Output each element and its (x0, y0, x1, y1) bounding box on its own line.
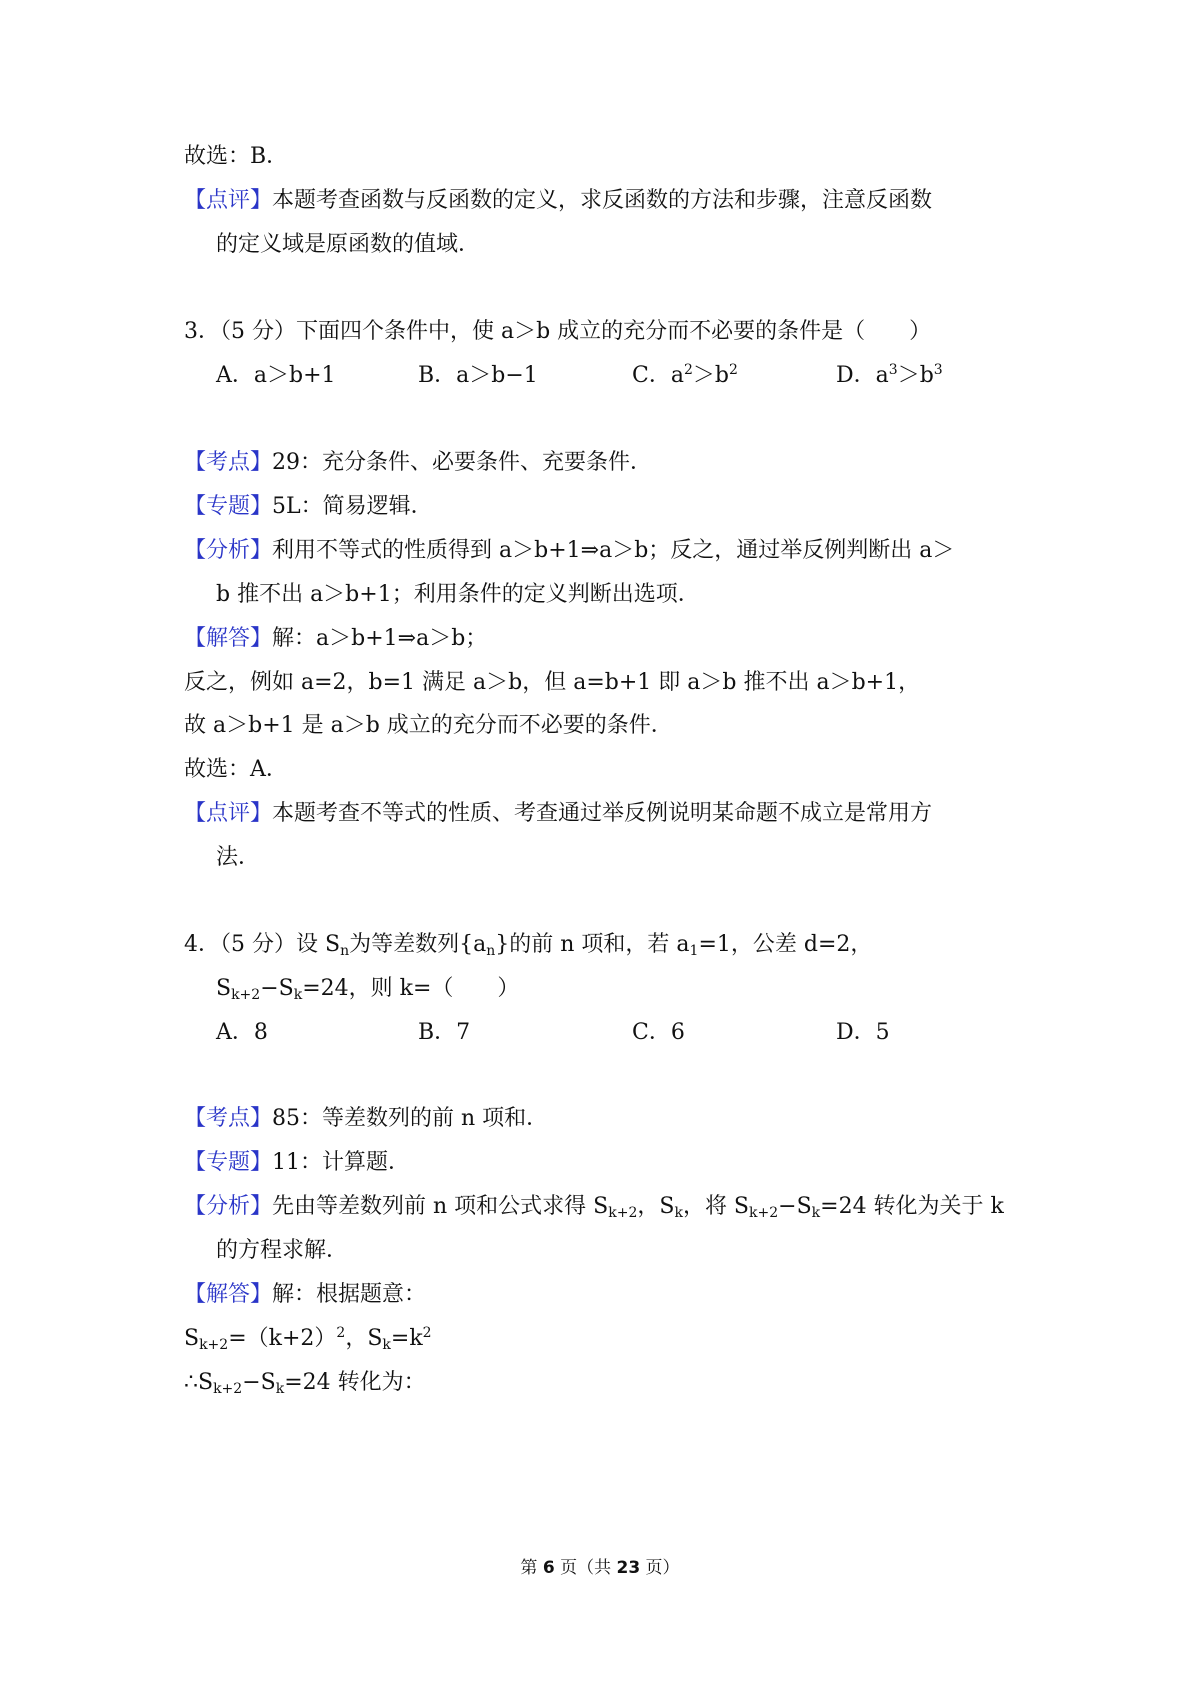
q3-option-d: D．$a^3>b^3$ (836, 362, 943, 388)
q4-option-c: C．6 (632, 1020, 685, 1045)
q3-option-c: C．$a^2>b^2$ (632, 362, 738, 388)
prev-conclusion: 故选：B． (184, 144, 289, 169)
q3-fenxi-line1: 【分析】利用不等式的性质得到 a＞b+1⇒a＞b；反之，通过举反例判断出 a＞ (184, 538, 955, 563)
q4-stem-line1: 4．（5 分）设 $S_n$为等差数列$\{a_n\}$的前 n 项和，若 $a_1=1$，公差 d=2， (184, 932, 873, 959)
q3-conclusion: 故选：A． (184, 757, 288, 782)
q3-jieda: 【解答】解：a＞b+1⇒a＞b； (184, 626, 488, 651)
q4-zhuanti: 【专题】11：计算题． (184, 1150, 411, 1175)
q3-zhuanti: 【专题】5L：简易逻辑． (184, 494, 433, 519)
review-tag: 【点评】 (184, 188, 273, 213)
q4-option-d: D．5 (836, 1020, 890, 1045)
q3-fenxi-line2: b 推不出 a＞b+1；利用条件的定义判断出选项． (216, 582, 700, 607)
q4-stem-line2: $S_{k+2}-S_k=24$，则 k=（ ） (216, 976, 520, 1003)
page-total: 23 (616, 1558, 641, 1578)
q3-dianping-line2: 法． (216, 845, 261, 870)
q3-dianping-line1: 【点评】本题考查不等式的性质、考查通过举反例说明某命题不成立是常用方 (184, 801, 933, 826)
page-number: 6 (542, 1558, 555, 1578)
prev-review-line1: 【点评】本题考查函数与反函数的定义，求反函数的方法和步骤，注意反函数 (184, 188, 933, 213)
q4-kaodian: 【考点】85：等差数列的前 n 项和． (184, 1106, 549, 1131)
q4-fenxi-line1: 【分析】先由等差数列前 n 项和公式求得 $S_{k+2}$，$S_k$，将 $S_{k+2}-S_k=24$ 转化为关于 k (184, 1194, 1004, 1221)
page-footer: 第 6 页（共 23 页） (520, 1558, 680, 1578)
q4-option-a: A．8 (216, 1020, 268, 1045)
q4-formula-line1: $S_{k+2}=(k+2)^2$，$S_k=k^2$ (184, 1325, 432, 1353)
q4-option-b: B．7 (418, 1020, 471, 1045)
q3-option-b: B．a＞b−1 (418, 363, 538, 388)
q4-fenxi-line2: 的方程求解． (216, 1238, 349, 1263)
prev-review-line2: 的定义域是原函数的值域． (216, 232, 481, 257)
q4-formula-line2: $\therefore S_{k+2}-S_k=24$ 转化为： (184, 1370, 426, 1397)
q3-option-a: A．a＞b+1 (216, 363, 336, 388)
q3-solution-line-a: 反之，例如 a=2，b=1 满足 a＞b，但 a=b+1 即 a＞b 推不出 a＞b+1， (184, 670, 921, 695)
q4-jieda: 【解答】解：根据题意： (184, 1282, 427, 1307)
q3-solution-line-b: 故 a＞b+1 是 a＞b 成立的充分而不必要的条件． (184, 713, 673, 738)
q3-stem: 3．（5 分）下面四个条件中，使 a＞b 成立的充分而不必要的条件是（ ） (184, 319, 932, 344)
q3-kaodian: 【考点】29：充分条件、必要条件、充要条件． (184, 450, 653, 475)
